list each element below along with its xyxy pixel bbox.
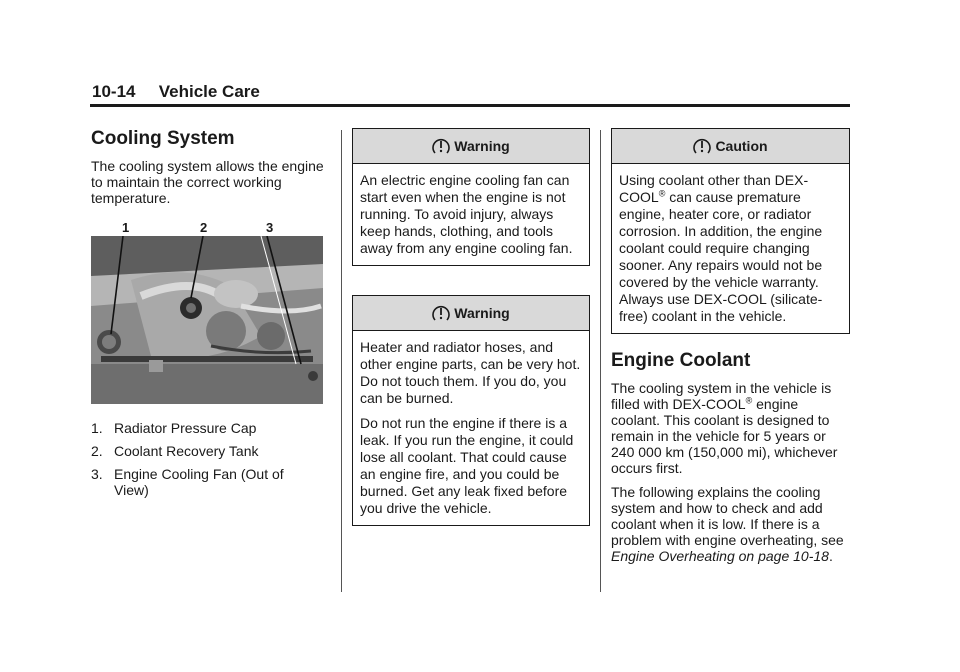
coolant-explain-paragraph: The following explains the cooling system and how to check and add coolant when it is low. If there is a problem with engine overheating, see Engine Overheating on page 10-18. [611,484,844,564]
callout-label: 2 [200,220,208,235]
page-number: 10-14 [92,82,136,101]
column-divider [600,130,601,592]
figure-legend [91,420,327,498]
callout-label: 3 [266,220,274,235]
caution-header [612,129,849,164]
coolant-paragraph: The cooling system in the vehicle is filled with DEX-COOL® engine coolant. This coolant is designed to remain in the vehicle for 5 years or 240 000 km (150,000 mi), whichever occurs first. [611,380,838,476]
warning-body: Heater and radiator hoses, and other engine parts, can be very hot. Do not touch them. If you do, you can be burned. Do not run the engine if there is a leak. If you run the engine, it could lose all coolant. That could cause an engine fire, and you could be burned. Get any leak fixed before you drive the vehicle. [360,339,581,516]
heading-engine-coolant: Engine Coolant [611,350,751,371]
heading-cooling-system: Cooling System [91,128,235,149]
legend-item: 1. Radiator Pressure Cap [91,420,257,436]
warning-header [353,296,589,331]
intro-paragraph: The cooling system allows the engine to maintain the correct working temperature. [91,158,324,206]
page-header [92,82,260,102]
warning-icon [432,137,450,155]
cross-reference-link[interactable]: Engine Overheating on page 10-18 [611,548,829,564]
right-column [611,128,850,572]
column-divider [341,130,342,592]
engine-figure [91,220,323,410]
warning-body: An electric engine cooling fan can start even when the engine is not running. To avoid injury, always keep hands, clothing, and tools away from any engine cooling fan. [360,172,573,256]
legend-item: 3. Engine Cooling Fan (Out of View) [91,466,284,498]
warning-box [352,295,590,526]
callout-label: 1 [122,220,130,235]
caution-body: Using coolant other than DEX-COOL® can cause premature engine, heater core, or radiator corrosion. In addition, the engine coolant could require changing sooner. Any repairs would not be covered by the vehicle warranty. Always use DEX-COOL (silicate-free) coolant in the vehicle. [619,172,823,324]
left-column [91,128,327,505]
warning-header [353,129,589,164]
header-rule [90,104,850,107]
caution-box [611,128,850,334]
warning-title: Warning [454,138,510,154]
warning-title: Warning [454,305,510,321]
section-title: Vehicle Care [158,82,260,101]
warning-box [352,128,590,266]
caution-icon [693,137,711,155]
legend-item: 2. Coolant Recovery Tank [91,443,259,459]
engine-bay-photo [91,236,323,404]
caution-title: Caution [715,138,768,154]
middle-column [352,128,590,555]
warning-icon [432,304,450,322]
